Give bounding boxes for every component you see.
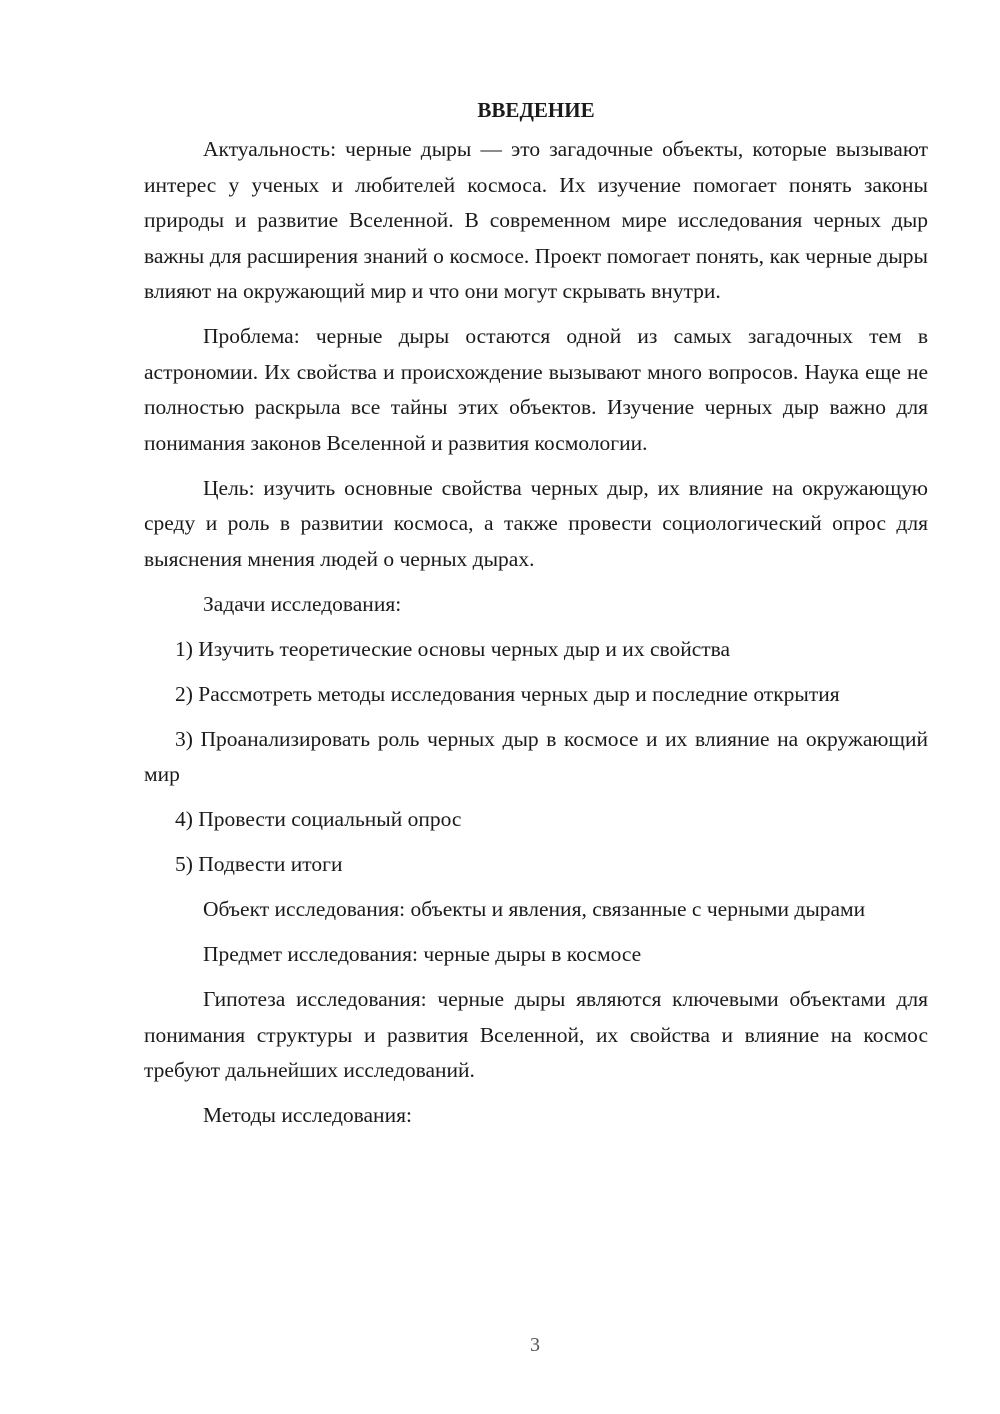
task-item-5: 5) Подвести итоги	[175, 852, 343, 876]
task-item-4: 4) Провести социальный опрос	[175, 807, 462, 831]
document-page	[144, 92, 928, 1143]
section-title: ВВЕДЕНИЕ	[477, 98, 595, 122]
page-number: 3	[530, 1334, 540, 1356]
paragraph-methods: Методы исследования:	[203, 1103, 412, 1127]
task-item-1: 1) Изучить теоретические основы черных дыр и их свойства	[175, 636, 731, 661]
task-item-3: 3) Проанализировать роль черных дыр в космосе и их влияние на окружающий мир	[144, 726, 928, 786]
paragraph-problem: Проблема: черные дыры остаются одной из самых загадочных тем в астрономии. Их свойства и происхождение вызывают много вопросов. Наука еще не полностью раскрыла все тайны этих объектов. Изучение черных дыр важно для понимания законов Вселенной и развития космологии.	[144, 324, 928, 455]
paragraph-goal: Цель: изучить основные свойства черных дыр, их влияние на окружающую среду и роль в развитии космоса, а также провести социологический опрос для выяснения мнения людей о черных дырах.	[144, 475, 928, 571]
paragraph-tasks-heading: Задачи исследования:	[203, 591, 402, 616]
paragraph-subject: Предмет исследования: черные дыры в космосе	[203, 942, 642, 966]
paragraph-relevance: Актуальность: черные дыры — это загадочные объекты, которые вызывают интерес у ученых и любителей космоса. Их изучение помогает понять законы природы и развитие Вселенной. В современном мире исследования черных дыр важны для расширения знаний о космосе. Проект помогает понять, как черные дыры влияют на окружающий мир и что они могут скрывать внутри.	[144, 137, 928, 303]
paragraph-hypothesis: Гипотеза исследования: черные дыры являются ключевыми объектами для понимания структуры и развития Вселенной, их свойства и влияние на космос требуют дальнейших исследований.	[144, 987, 928, 1082]
task-item-2: 2) Рассмотреть методы исследования черных дыр и последние открытия	[175, 681, 840, 706]
paragraph-object: Объект исследования: объекты и явления, связанные с черными дырами	[203, 897, 866, 921]
